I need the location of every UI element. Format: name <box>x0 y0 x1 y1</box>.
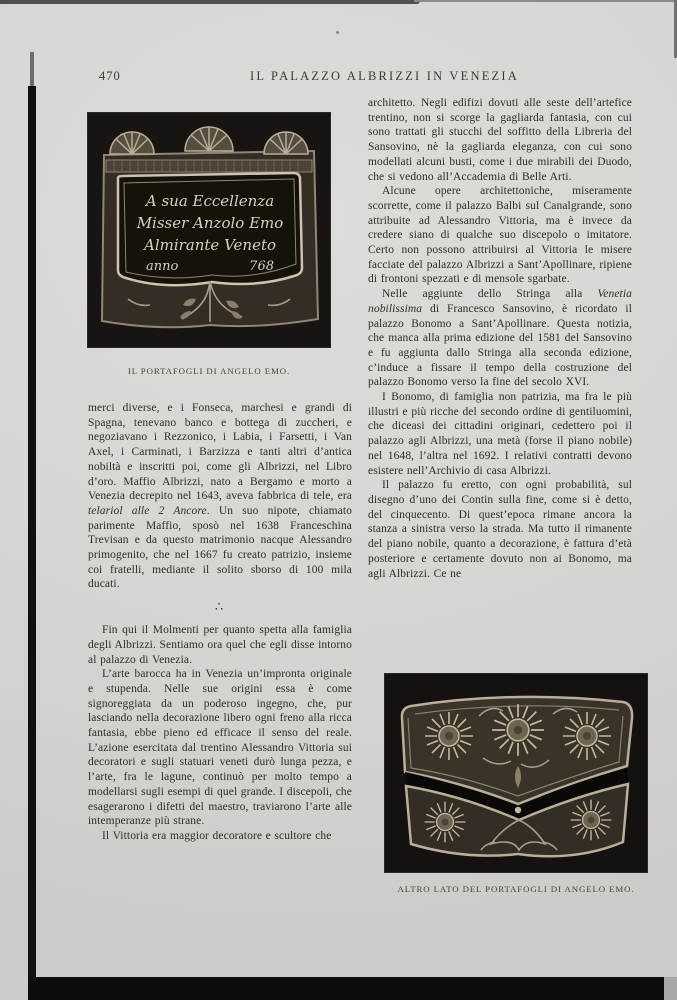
inscription-line-3: Almirante Veneto <box>143 236 277 254</box>
paragraph: Alcune opere architettoniche, miseramente scorrette, come il palazzo Balbi sul Canalgrande, sono attribuite ad Alessandro Vittoria, ma è invece da credere siano di qualche suo discepolo o imitatore. Certo non possono attribuirsi al Vittoria le misere facciate del palazzo Albrizzi a Sant’Apollinare, ripiene di frontoni spezzati e di mensole sgarbate. <box>368 185 632 286</box>
text-run: Nelle aggiunte dello Stringa alla <box>382 288 598 301</box>
inscription-line-1: A sua Eccellenza <box>145 192 275 210</box>
figure-caption-top: IL PORTAFOGLI DI ANGELO EMO. <box>127 366 291 376</box>
embroidery-band <box>106 160 312 172</box>
paragraph: L’arte barocca ha in Venezia un’impronta originale e stupenda. Nelle sue origini essa è come signoreggiata da un poderoso ingegno, che, pur lasciando nella decorazione libero ogni freno alla ricca fantasia, ebbe pieno ed efficace il senso del reale. L’azione esercitata dal trentino Alessandro Vittoria sui decoratori e sugli statuari veneti durò lunga pezza, e l’arte, fra le lagune, continuò per molto tempo a modellarsi sugli esempi di quel grande. I discepoli, che esagerarono i difetti del maestro, traviarono l’arte alle intemperanze più strane. <box>88 668 352 828</box>
figure-portfolio-front <box>88 113 330 347</box>
paragraph-continued: architetto. Negli edifizi dovuti alle seste dell’artefice trentino, non si scorge la gagliarda fantasia, con cui sono trattati gli stucchi del soffitto della Libreria del Sansovino, nè la gagliarda eleganza, con cui sono modellati alcuni busti, come i due mirabili dei Duodo, che si vedono all’Accademia di Belle Arti. <box>368 97 632 183</box>
portfolio-back-photo <box>385 674 647 872</box>
text-run: . Un suo nipote, chiamato parimente Maffio, sposò nel 1638 Franceschina Trevisan e da questo matrimonio nacque Alessandro primogenito, che nel 1667 fu creato patrizio, insieme coi fratelli, mediante il solito sborso di 100 mila ducati. <box>88 504 352 591</box>
scan-edge-top <box>0 0 420 4</box>
text-run: merci diverse, e i Fonseca, marchesi e grandi di Spagna, tenevano banco e bottega di zuccheri, e negoziavano i Rezzonico, i Labia, i Farsetti, i Van Axel, i Carminati, i Barzizza e tanti altri d’antica nobiltà e inscritti poi, come gli Albrizzi, nel Libro d’oro. Maffio Albrizzi, nato a Bergamo e morto a Venezia decrepito nel 1643, aveva fabbrica di tele, era <box>88 402 352 503</box>
scan-corner-bottom-right <box>664 977 677 1000</box>
figure-portfolio-back <box>385 674 647 872</box>
scan-speck <box>336 31 339 34</box>
paragraph: I Bonomo, di famiglia non patrizia, ma fra le più illustri e più ricche del secondo ordine di gentiluomini, che diceasi dei cittadini originari, cedettero poi il palazzo agli Albrizzi, una metà (forse il piano nobile) nel 1648, l’altra nel 1692. I relativi contratti devono esistere nell’Archivio di casa Albrizzi. <box>368 391 632 477</box>
scan-edge-left-tip <box>30 52 34 90</box>
paragraph: Il Vittoria era maggior decoratore e scultore che <box>102 829 332 842</box>
figure-caption-bottom: ALTRO LATO DEL PORTAFOGLI DI ANGELO EMO. <box>397 884 635 894</box>
scan-edge-bottom <box>28 977 664 1000</box>
text-run-italic: Venetia nobilissima <box>368 288 632 315</box>
paragraph-continued <box>88 401 352 592</box>
running-title: IL PALAZZO ALBRIZZI IN VENEZIA <box>250 69 519 83</box>
scan-edge-left <box>28 86 36 1000</box>
inscription-line-4-anno: anno <box>146 259 179 274</box>
paragraph: Fin qui il Molmenti per quanto spetta alla famiglia degli Albrizzi. Sentiamo ora quel che egli disse intorno al palazzo di Venezia. <box>88 624 352 666</box>
right-column <box>368 96 632 581</box>
page-number: 470 <box>99 69 121 83</box>
paragraph <box>368 287 632 390</box>
scan-edge-top-faint <box>414 0 677 2</box>
portfolio-front-photo <box>88 113 330 347</box>
text-run: di Francesco Sansovino, è ricordato il palazzo Bonomo a Sant’Apollinare. Questa notizia, che manca alla prima edizione del 1581 del Sansovino e fu aggiunta dallo Stringa alla seconda edizione, c’induce a fissare il tempo della costruzione del palazzo Bonomo verso la fine del secolo XVI. <box>368 302 632 389</box>
paragraph: Il palazzo fu eretto, con ogni probabilità, sul disegno d’uno dei Contin sulla fine, come si è detto, del cinquecento. Di quest’epoca rimane ancora la stanza a sinistra verso la strada. Ma tutto il rimanente del piano nobile, quanto a decorazione, è fattura d’età posteriore e certamente dovuto non ai Bonomo, ma agli Albrizzi. Ce ne <box>368 479 632 580</box>
inscription-cartouche <box>118 173 302 285</box>
left-column <box>88 401 352 844</box>
text-run-italic: telariol alle 2 Ancore <box>88 504 207 517</box>
asterism-divider: ∴ <box>214 599 226 615</box>
inscription-line-4-year: 768 <box>249 259 274 274</box>
inscription-line-2: Misser Anzolo Emo <box>136 214 284 232</box>
